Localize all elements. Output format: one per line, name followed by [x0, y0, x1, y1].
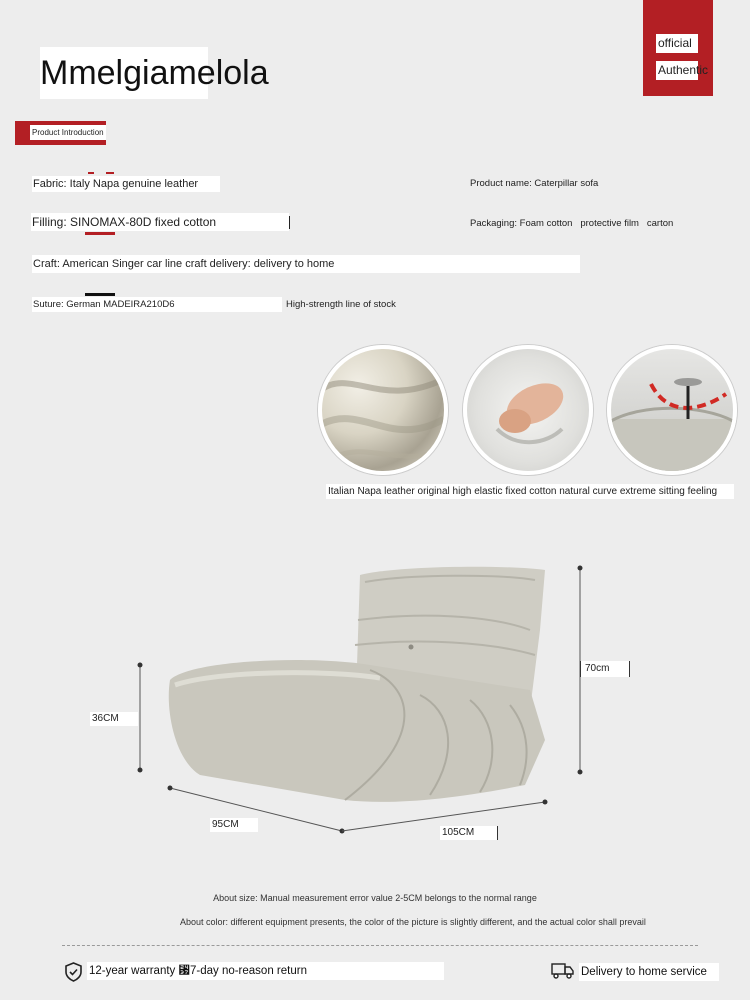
accent-bar-black — [85, 293, 115, 296]
brand-title: Mmelgiamelola — [40, 47, 208, 99]
dimension-depth: 95CM — [210, 818, 258, 832]
features-caption: Italian Napa leather original high elastic fixed cotton natural curve extreme sitting feeling — [326, 484, 734, 499]
elastic-cotton-image — [463, 345, 593, 475]
natural-curve-image — [607, 345, 737, 475]
accent-mark — [88, 172, 94, 174]
spec-suture: Suture: German MADEIRA210D6 — [32, 297, 282, 312]
napa-leather-image — [318, 345, 448, 475]
spec-suture-detail: High-strength line of stock — [286, 299, 396, 310]
spec-craft: Craft: American Singer car line craft delivery: delivery to home — [32, 255, 580, 273]
badge-official-label: official — [656, 34, 698, 53]
divider — [289, 216, 290, 229]
spec-fabric: Fabric: Italy Napa genuine leather — [32, 176, 220, 192]
spec-filling: Filling: SINOMAX-80D fixed cotton — [31, 213, 289, 231]
product-introduction-tab — [15, 121, 106, 145]
product-introduction-label: Product Introduction — [30, 125, 106, 140]
note-size: About size: Manual measurement error value 2-5CM belongs to the normal range — [213, 893, 537, 903]
dimension-height: 70cm — [580, 661, 630, 677]
shield-icon — [64, 962, 83, 982]
spec-packaging: Packaging: Foam cotton protective film carton — [470, 218, 674, 229]
accent-mark — [106, 172, 114, 174]
delivery-truck-icon — [551, 962, 575, 980]
sofa-dimension-diagram — [130, 560, 600, 850]
dimension-seat-height: 36CM — [90, 712, 138, 726]
badge-authentic-label: Authentic — [656, 61, 698, 80]
note-color: About color: different equipment presents, the color of the picture is slightly different, and the actual color shall prevail — [180, 917, 646, 927]
dimension-width: 105CM — [440, 826, 498, 840]
official-authentic-badge — [643, 0, 713, 96]
footer-warranty: 12-year warranty ␷7-day no-reason return — [87, 962, 444, 980]
footer-divider — [62, 945, 698, 946]
accent-bar-red — [85, 232, 115, 235]
footer-delivery: Delivery to home service — [579, 963, 719, 981]
spec-product-name: Product name: Caterpillar sofa — [470, 178, 599, 189]
